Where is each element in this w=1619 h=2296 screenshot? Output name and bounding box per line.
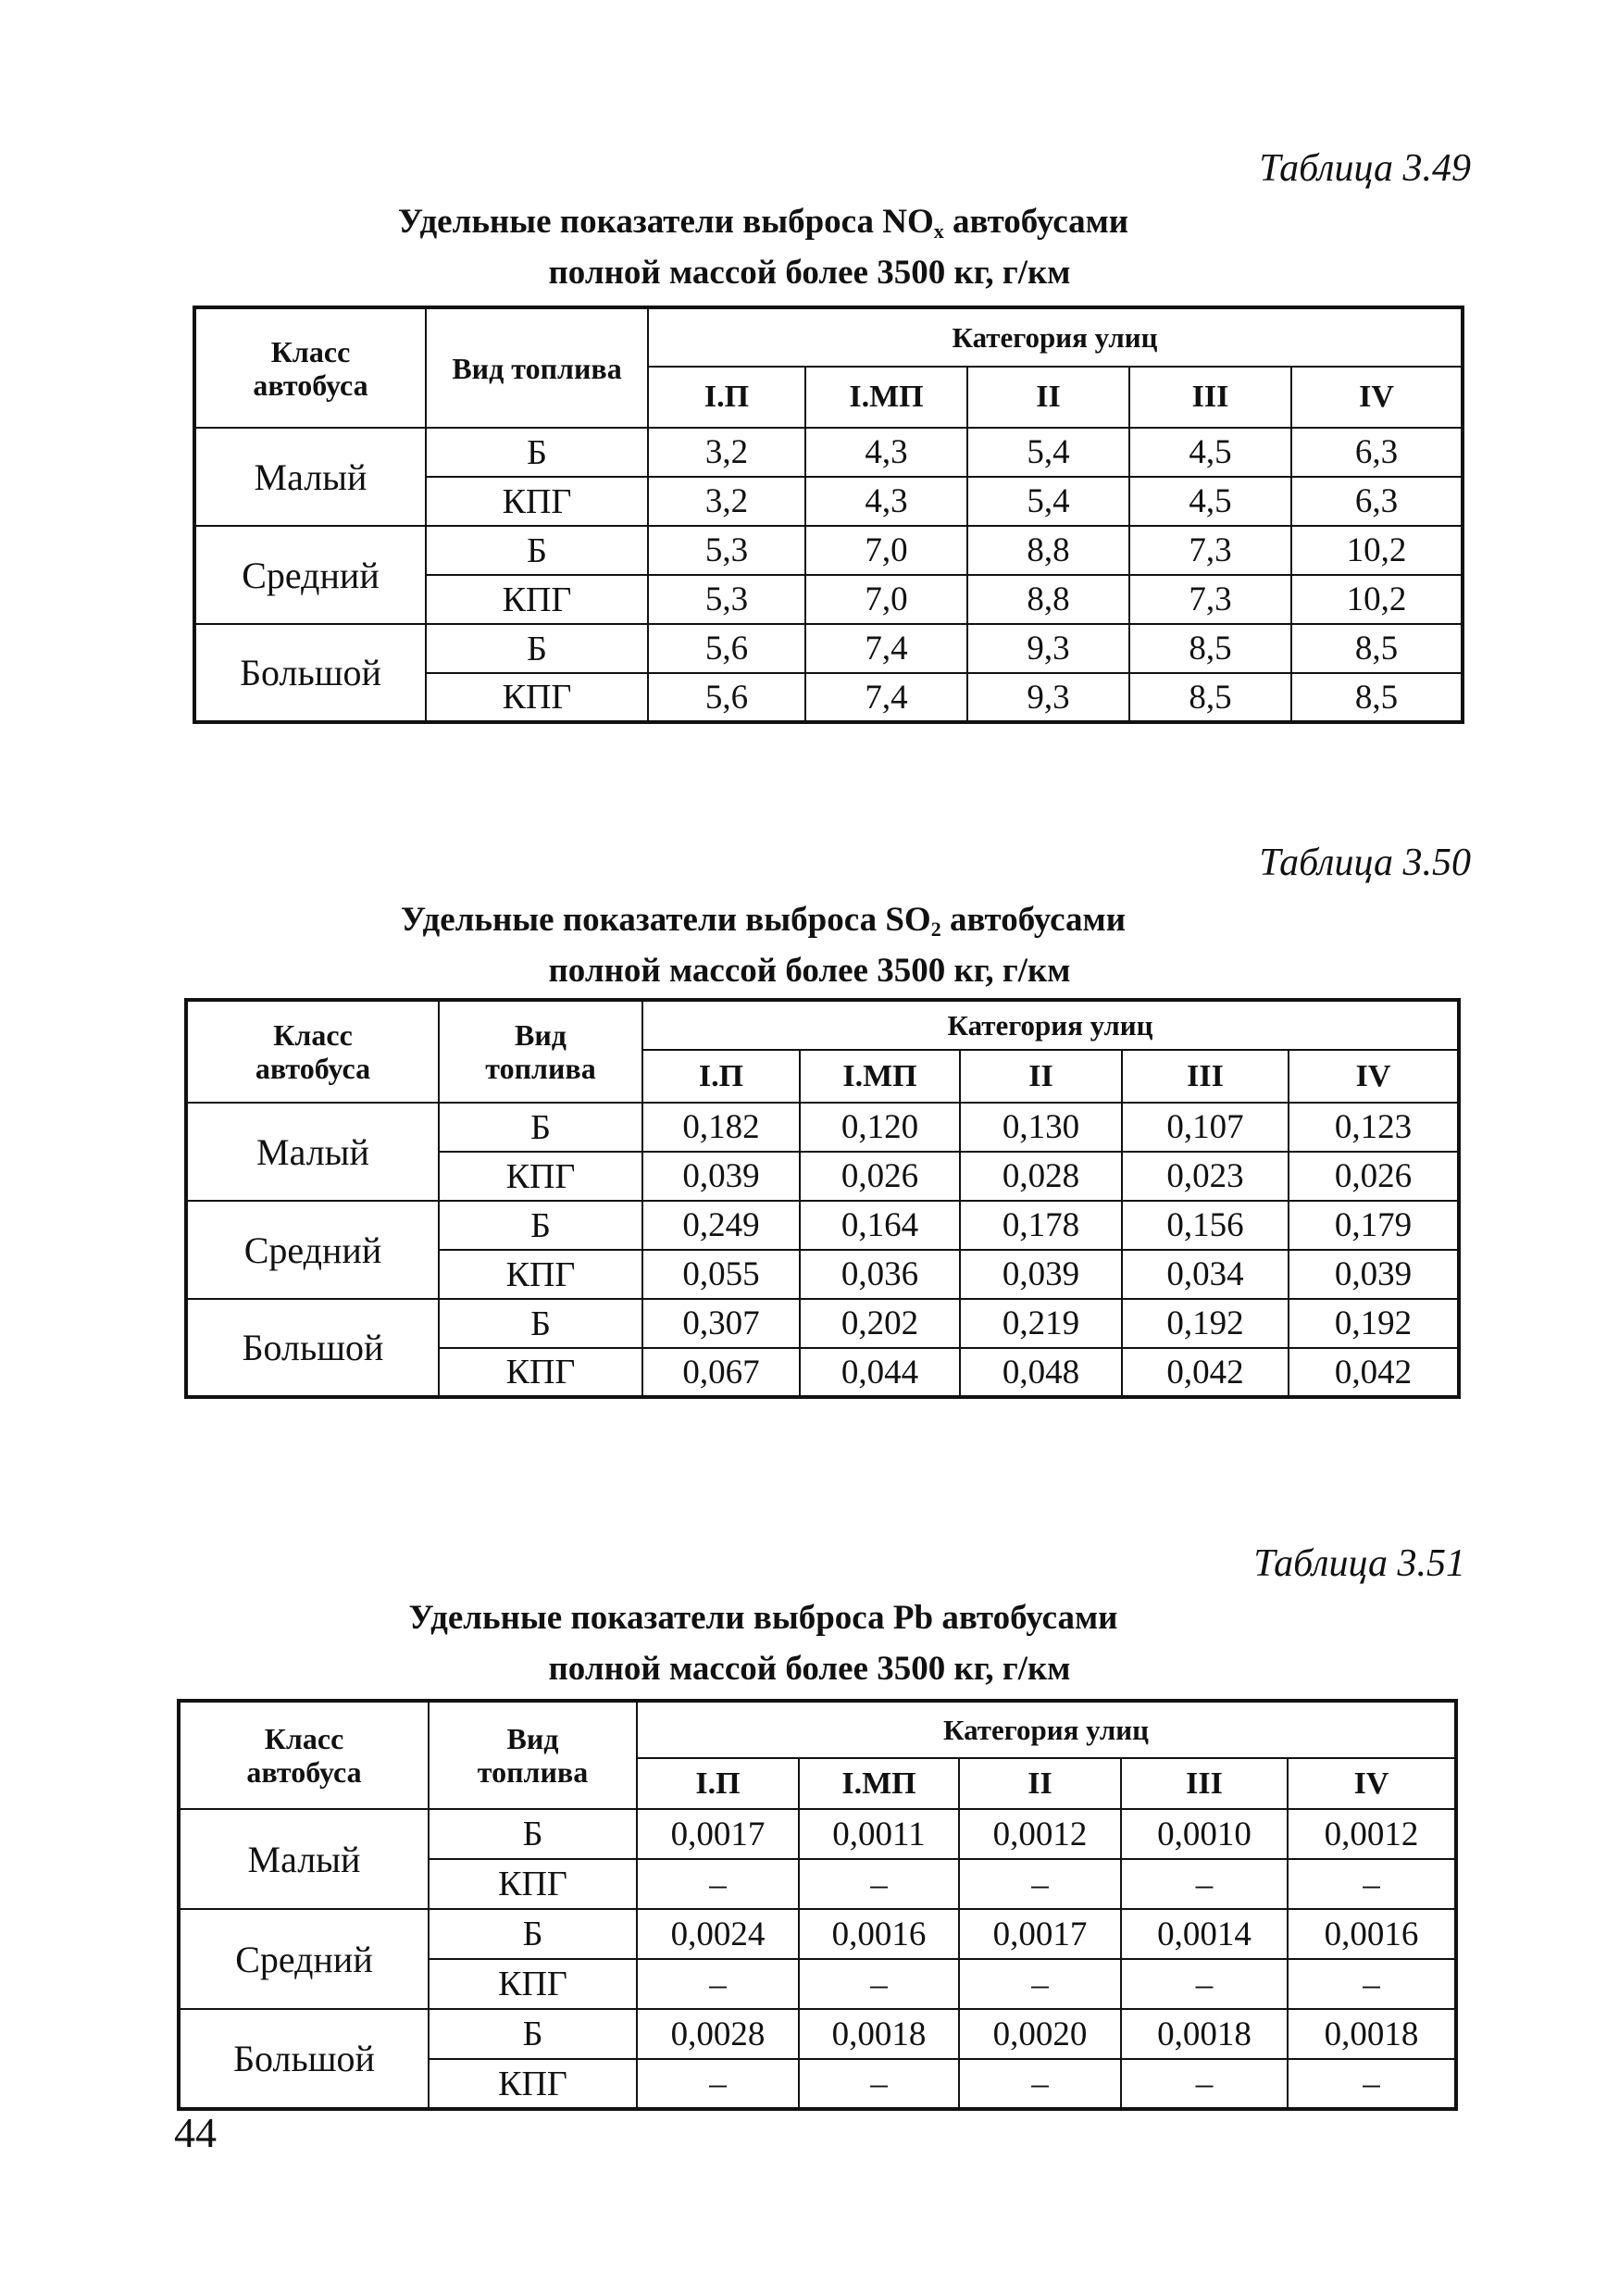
bus-class-cell: Большой <box>186 1299 439 1397</box>
value-cell: 0,0016 <box>799 1909 959 1959</box>
value-cell: 8,5 <box>1129 673 1291 722</box>
title-subscript: x <box>933 219 944 243</box>
table-number: Таблица 3.49 <box>1259 147 1471 190</box>
fuel-cell: КПГ <box>426 673 648 722</box>
value-cell: – <box>799 2059 959 2109</box>
value-cell: 0,0018 <box>1288 2009 1456 2059</box>
value-cell: 5,4 <box>967 428 1129 477</box>
value-cell: 8,5 <box>1291 673 1463 722</box>
value-cell: 6,3 <box>1291 428 1463 477</box>
value-cell: 0,182 <box>642 1103 800 1152</box>
value-cell: 0,023 <box>1122 1152 1289 1201</box>
header-street-category: Категория улиц <box>637 1701 1456 1758</box>
value-cell: 7,4 <box>805 624 967 673</box>
value-cell: 0,055 <box>642 1250 800 1299</box>
header-category-1mp: I.МП <box>805 367 967 428</box>
value-cell: 10,2 <box>1291 575 1463 624</box>
value-cell: 9,3 <box>967 624 1129 673</box>
title-line-2: полной массой более 3500 кг, г/км <box>548 952 1071 990</box>
bus-class-cell: Малый <box>194 428 426 526</box>
value-cell: – <box>637 1959 799 2009</box>
table-title <box>0 196 1619 298</box>
header-category-3: III <box>1122 1050 1289 1103</box>
value-cell: 0,307 <box>642 1299 800 1348</box>
header-bus-class: Класс автобуса <box>179 1701 429 1809</box>
header-category-4: IV <box>1291 367 1463 428</box>
header-bus-class: Класс автобуса <box>194 307 426 428</box>
value-cell: 0,164 <box>800 1201 960 1250</box>
value-cell: 0,0017 <box>637 1809 799 1859</box>
title-line-2: полной массой более 3500 кг, г/км <box>548 254 1071 292</box>
bus-class-cell: Малый <box>179 1809 429 1909</box>
fuel-cell: Б <box>429 1809 637 1859</box>
value-cell: 0,178 <box>960 1201 1122 1250</box>
header-category-3: III <box>1129 367 1291 428</box>
value-cell: – <box>1121 1859 1288 1909</box>
value-cell: 7,0 <box>805 575 967 624</box>
value-cell: 0,0011 <box>799 1809 959 1859</box>
title-text: Удельные показатели выброса Pb автобусами <box>408 1599 1118 1637</box>
emission-table-pb <box>177 1699 1458 2111</box>
value-cell: 10,2 <box>1291 526 1463 575</box>
value-cell: 0,0024 <box>637 1909 799 1959</box>
value-cell: 9,3 <box>967 673 1129 722</box>
value-cell: 3,2 <box>648 428 805 477</box>
bus-class-cell: Большой <box>194 624 426 722</box>
table-number: Таблица 3.50 <box>1259 842 1471 884</box>
header-category-1mp: I.МП <box>800 1050 960 1103</box>
value-cell: 0,0018 <box>1121 2009 1288 2059</box>
value-cell: 0,026 <box>800 1152 960 1201</box>
value-cell: 0,123 <box>1289 1103 1459 1152</box>
title-text: автобусами <box>943 203 1129 241</box>
bus-class-cell: Средний <box>194 526 426 624</box>
table-title <box>0 1592 1619 1694</box>
value-cell: 3,2 <box>648 477 805 526</box>
value-cell: 0,130 <box>960 1103 1122 1152</box>
value-cell: 7,4 <box>805 673 967 722</box>
table-number: Таблица 3.51 <box>1253 1542 1465 1585</box>
header-category-1p: I.П <box>637 1758 799 1809</box>
value-cell: 0,0018 <box>799 2009 959 2059</box>
header-category-1p: I.П <box>648 367 805 428</box>
table-row <box>179 1809 1456 1859</box>
value-cell: 7,0 <box>805 526 967 575</box>
fuel-cell: КПГ <box>439 1348 642 1397</box>
table-row <box>194 428 1463 477</box>
value-cell: 0,192 <box>1289 1299 1459 1348</box>
value-cell: – <box>1288 2059 1456 2109</box>
fuel-cell: Б <box>439 1299 642 1348</box>
fuel-cell: КПГ <box>426 477 648 526</box>
value-cell: 7,3 <box>1129 526 1291 575</box>
fuel-cell: КПГ <box>426 575 648 624</box>
header-category-2: II <box>959 1758 1121 1809</box>
value-cell: 0,156 <box>1122 1201 1289 1250</box>
value-cell: 0,067 <box>642 1348 800 1397</box>
title-text: Удельные показатели выброса SO <box>400 901 931 939</box>
value-cell: 0,0020 <box>959 2009 1121 2059</box>
title-text: автобусами <box>940 901 1127 939</box>
table-row <box>194 526 1463 575</box>
fuel-cell: КПГ <box>429 1959 637 2009</box>
value-cell: 0,249 <box>642 1201 800 1250</box>
header-street-category: Категория улиц <box>648 307 1463 367</box>
value-cell: 0,0012 <box>959 1809 1121 1859</box>
value-cell: 6,3 <box>1291 477 1463 526</box>
value-cell: 4,5 <box>1129 428 1291 477</box>
table-row <box>186 1201 1459 1250</box>
value-cell: 0,048 <box>960 1348 1122 1397</box>
value-cell: 0,0028 <box>637 2009 799 2059</box>
fuel-cell: КПГ <box>439 1152 642 1201</box>
table-row <box>186 1299 1459 1348</box>
value-cell: 0,042 <box>1122 1348 1289 1397</box>
value-cell: 0,042 <box>1289 1348 1459 1397</box>
value-cell: 0,120 <box>800 1103 960 1152</box>
emission-table-nox <box>193 306 1464 724</box>
value-cell: 0,028 <box>960 1152 1122 1201</box>
value-cell: 0,039 <box>960 1250 1122 1299</box>
value-cell: – <box>959 2059 1121 2109</box>
value-cell: 4,3 <box>805 428 967 477</box>
fuel-cell: Б <box>439 1201 642 1250</box>
title-line-2: полной массой более 3500 кг, г/км <box>548 1650 1071 1688</box>
value-cell: – <box>1288 1859 1456 1909</box>
header-fuel-type: Вид топлива <box>426 307 648 428</box>
bus-class-cell: Средний <box>186 1201 439 1299</box>
table-row <box>179 1909 1456 1959</box>
table-title <box>0 894 1619 996</box>
value-cell: 4,5 <box>1129 477 1291 526</box>
value-cell: 0,039 <box>1289 1250 1459 1299</box>
header-category-4: IV <box>1288 1758 1456 1809</box>
value-cell: 8,5 <box>1129 624 1291 673</box>
emission-table-so2 <box>184 998 1461 1399</box>
value-cell: 0,202 <box>800 1299 960 1348</box>
header-fuel-type: Вид топлива <box>429 1701 637 1809</box>
value-cell: 0,044 <box>800 1348 960 1397</box>
title-subscript: 2 <box>930 917 941 941</box>
value-cell: 0,036 <box>800 1250 960 1299</box>
value-cell: – <box>637 2059 799 2109</box>
header-bus-class: Класс автобуса <box>186 1000 439 1103</box>
value-cell: 4,3 <box>805 477 967 526</box>
value-cell: 5,6 <box>648 624 805 673</box>
value-cell: 8,8 <box>967 526 1129 575</box>
value-cell: 0,034 <box>1122 1250 1289 1299</box>
bus-class-cell: Большой <box>179 2009 429 2109</box>
value-cell: 5,3 <box>648 526 805 575</box>
value-cell: 0,0016 <box>1288 1909 1456 1959</box>
value-cell: 0,192 <box>1122 1299 1289 1348</box>
table-row <box>186 1103 1459 1152</box>
fuel-cell: Б <box>429 2009 637 2059</box>
bus-class-cell: Средний <box>179 1909 429 2009</box>
value-cell: 0,0017 <box>959 1909 1121 1959</box>
header-category-1p: I.П <box>642 1050 800 1103</box>
value-cell: 0,0014 <box>1121 1909 1288 1959</box>
fuel-cell: Б <box>439 1103 642 1152</box>
fuel-cell: КПГ <box>429 2059 637 2109</box>
fuel-cell: Б <box>429 1909 637 1959</box>
fuel-cell: Б <box>426 428 648 477</box>
value-cell: 8,5 <box>1291 624 1463 673</box>
header-category-3: III <box>1121 1758 1288 1809</box>
value-cell: 5,3 <box>648 575 805 624</box>
value-cell: 5,4 <box>967 477 1129 526</box>
table-row <box>179 2009 1456 2059</box>
value-cell: – <box>959 1859 1121 1909</box>
table-row <box>194 624 1463 673</box>
value-cell: 0,0012 <box>1288 1809 1456 1859</box>
value-cell: – <box>959 1959 1121 2009</box>
value-cell: 8,8 <box>967 575 1129 624</box>
value-cell: – <box>1121 2059 1288 2109</box>
value-cell: 0,219 <box>960 1299 1122 1348</box>
value-cell: – <box>1288 1959 1456 2009</box>
value-cell: 0,0010 <box>1121 1809 1288 1859</box>
fuel-cell: Б <box>426 526 648 575</box>
page-number: 44 <box>174 2109 217 2156</box>
value-cell: 7,3 <box>1129 575 1291 624</box>
value-cell: – <box>1121 1959 1288 2009</box>
value-cell: 5,6 <box>648 673 805 722</box>
header-fuel-type: Вид топлива <box>439 1000 642 1103</box>
fuel-cell: КПГ <box>429 1859 637 1909</box>
header-category-4: IV <box>1289 1050 1459 1103</box>
header-category-1mp: I.МП <box>799 1758 959 1809</box>
value-cell: – <box>799 1959 959 2009</box>
value-cell: 0,107 <box>1122 1103 1289 1152</box>
value-cell: 0,179 <box>1289 1201 1459 1250</box>
header-category-2: II <box>960 1050 1122 1103</box>
header-street-category: Категория улиц <box>642 1000 1459 1050</box>
fuel-cell: Б <box>426 624 648 673</box>
value-cell: 0,039 <box>642 1152 800 1201</box>
bus-class-cell: Малый <box>186 1103 439 1201</box>
fuel-cell: КПГ <box>439 1250 642 1299</box>
header-category-2: II <box>967 367 1129 428</box>
value-cell: 0,026 <box>1289 1152 1459 1201</box>
value-cell: – <box>799 1859 959 1909</box>
value-cell: – <box>637 1859 799 1909</box>
title-text: Удельные показатели выброса NO <box>397 203 934 241</box>
